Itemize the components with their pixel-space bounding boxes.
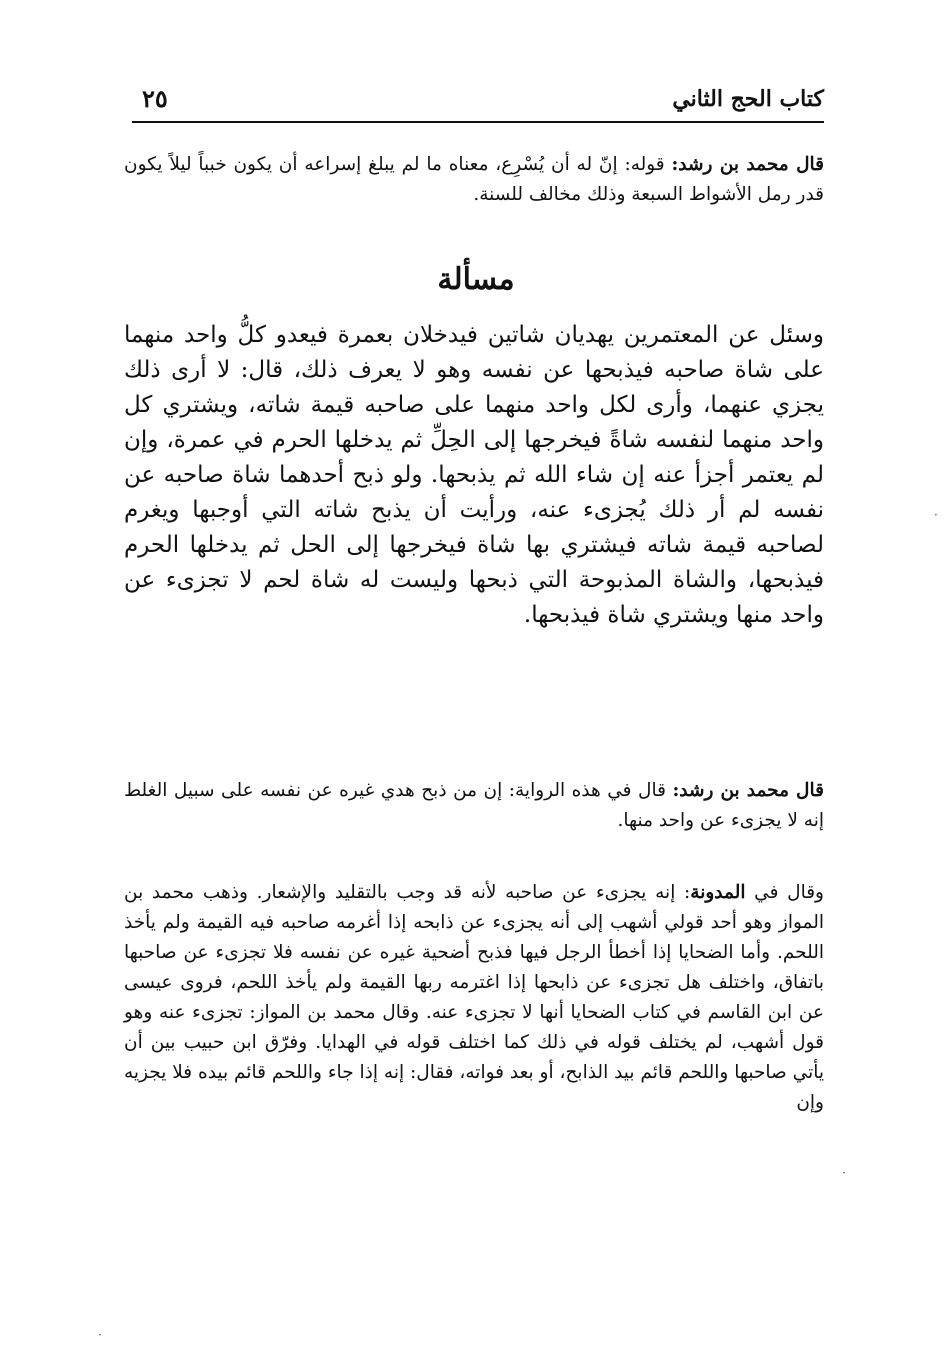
paragraph-body: وسئل عن المعتمرين يهديان شاتين فيدخلان بعمرة فيعدو كلُّ واحد منهما على شاة صاحبه فيذبحها عن نفسه وهو لا يعرف ذلك، قال: لا أرى ذلك يجزي عنهما، وأرى لكل واحد منهما على صاحبه قيمة شاته، ويشتري كل واحد منهما لنفسه شاةً فيخرجها إلى الحِلِّ ثم يدخلها الحرم في عمرة، وإن لم يعتمر أجزأ عنه إن شاء الله ثم يذبحها. ولو ذبح أحدهما شاة صاحبه عن نفسه لم أر ذلك يُجزىء عنه، ورأيت أن يذبح شاته التي أوجبها ويغرم لصاحبه قيمة شاته فيشتري بها شاة فيخرجها إلى الحل ثم يدخلها الحرم فيذبحها، والشاة المذبوحة التي ذبحها وليست له شاة لحم لا تجزىء عن واحد منها ويشتري شاة فيذبحها. xyxy=(124,322,824,628)
paragraph-body: قوله: إنّ له أن يُسْرِع، معناه ما لم يبلغ إسراعه أن يكون خبباً ليلاً يكون قدر رمل الأشواط السبعة وذلك مخالف للسنة. xyxy=(124,154,824,205)
section-title: مسألة xyxy=(437,262,515,297)
commentary-paragraph-2 xyxy=(124,776,824,836)
scan-speck: · xyxy=(934,508,938,522)
paragraph-intro: وقال في xyxy=(745,882,824,903)
book-title: كتاب الحج الثاني xyxy=(672,86,824,112)
scan-speck: · xyxy=(842,1166,846,1180)
commentary-paragraph-3 xyxy=(124,878,824,1118)
running-header xyxy=(132,82,824,122)
page-number: ٢٥ xyxy=(142,84,168,113)
paragraph-body: : إنه يجزىء عن صاحبه لأنه قد وجب بالتقليد والإشعار. وذهب محمد بن المواز وهو أحد قولي أشهب إلى أنه يجزىء عن ذابحه إذا أغرمه صاحبه فيه القيمة ولم يأخذ اللحم. وأما الضحايا إذا أخطأ الرجل فيها فذبح أضحية غيره عن نفسه فلا تجزىء عن صاحبها باتفاق، واختلف هل تجزىء عن ذابحها إذا اغترمه ربها القيمة ولم يأخذ اللحم، فروى عيسى عن ابن القاسم في كتاب الضحايا أنها لا تجزىء عنه. وقال محمد بن المواز: تجزىء عنه وهو قول أشهب، لم يختلف قوله في ذلك كما اختلف قوله في الهدايا. وفرّق ابن حبيب بين أن يأتي صاحبها واللحم قائم بيد الذابح، أو بعد فواته، فقال: إنه إذا جاء واللحم قائم بيده فلا يجزيه وإن xyxy=(124,882,824,1113)
commentator-lead: قال محمد بن رشد: xyxy=(672,780,824,801)
commentary-paragraph-1 xyxy=(124,150,824,210)
header-rule xyxy=(132,121,824,123)
scan-speck: · xyxy=(98,1328,102,1342)
paragraph-text xyxy=(124,150,824,210)
paragraph-body: قال في هذه الرواية: إن من ذبح هدي غيره عن نفسه على سبيل الغلط إنه لا يجزىء عن واحد منها. xyxy=(124,780,824,831)
paragraph-text xyxy=(124,776,824,836)
source-name: المدونة xyxy=(690,882,746,903)
commentator-lead: قال محمد بن رشد: xyxy=(671,154,824,175)
paragraph-text xyxy=(124,878,824,1118)
question-paragraph xyxy=(124,318,824,633)
